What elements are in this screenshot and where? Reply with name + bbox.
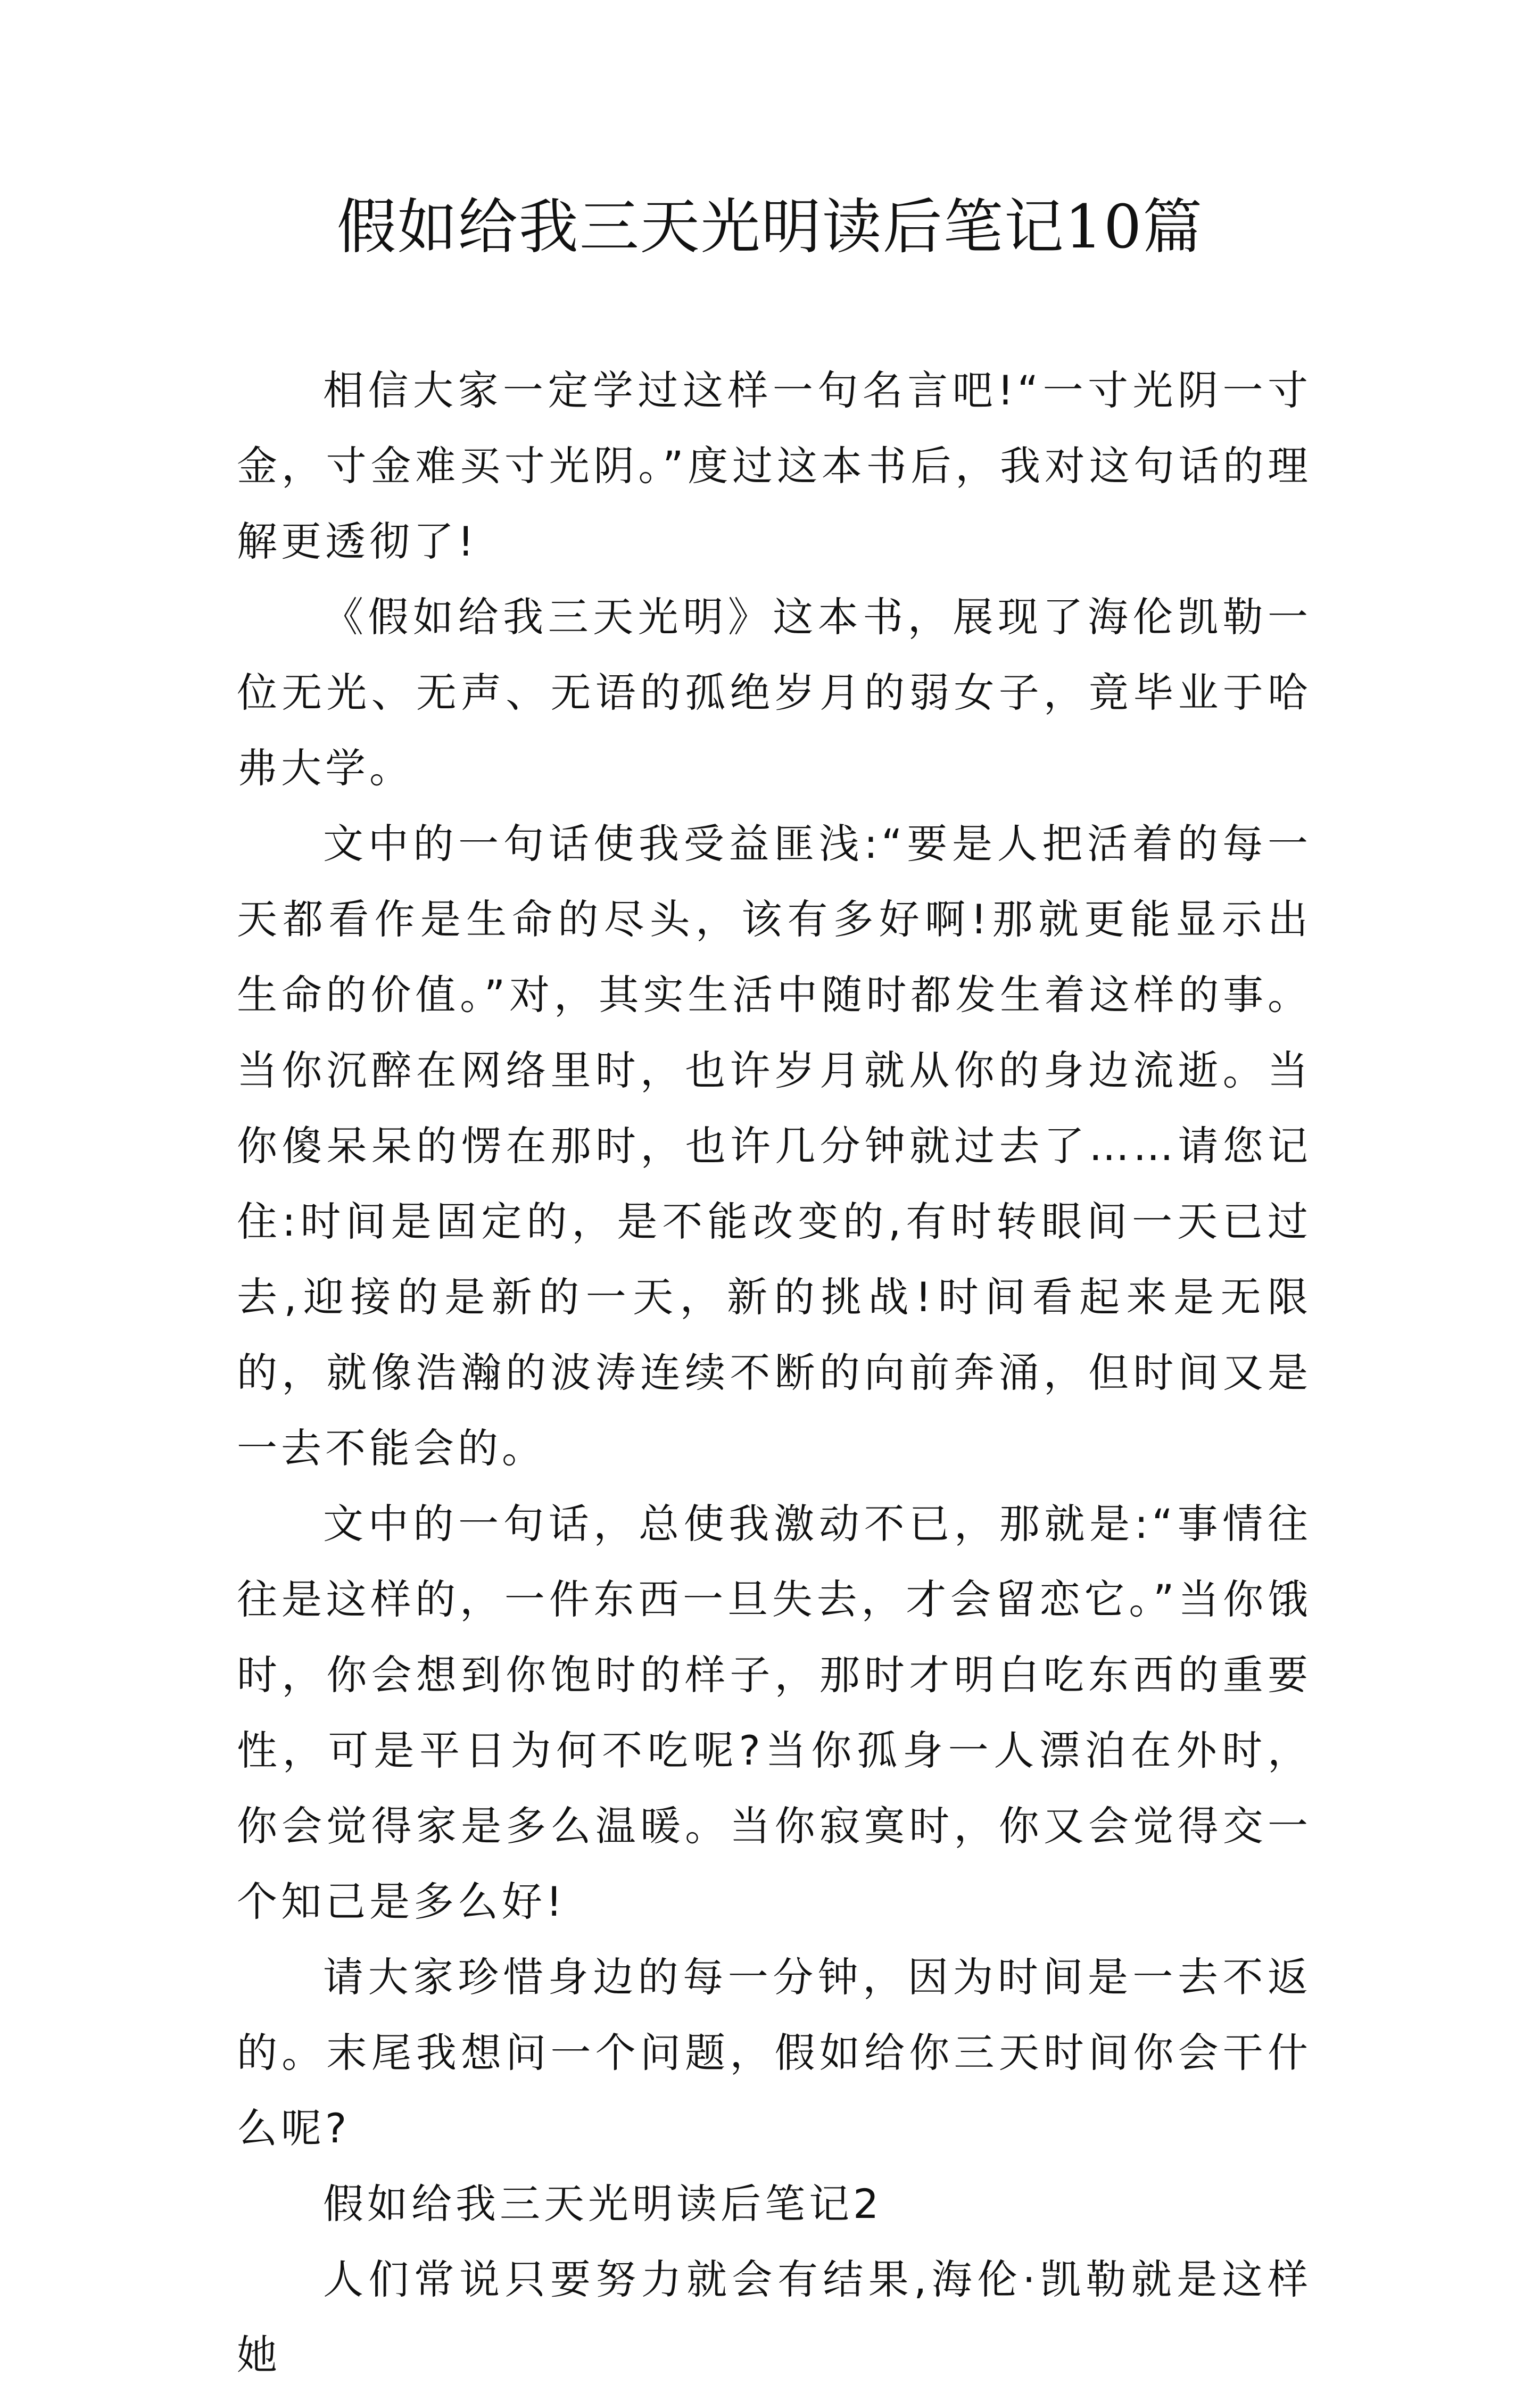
paragraph-1: 相信大家一定学过这样一句名言吧!“一寸光阴一寸金，寸金难买寸光阴。”度过这本书后，我对这句话的理解更透彻了! xyxy=(237,367,1312,565)
paragraph-3: 文中的一句话使我受益匪浅:“要是人把活着的每一天都看作是生命的尽头，该有多好啊!那就更能显示出生命的价值。”对，其实生活中随时都发生着这样的事。当你沉醉在网络里时，也许岁月就从你的身边流逝。当你傻呆呆的愣在那时，也许几分钟就过去了……请您记住:时间是固定的，是不能改变的,有时转眼间一天已过去,迎接的是新的一天，新的挑战!时间看起来是无限的，就像浩瀚的波涛连续不断的向前奔涌，但时间又是一去不能会的。 xyxy=(237,820,1312,1472)
paragraph-5: 请大家珍惜身边的每一分钟，因为时间是一去不返的。末尾我想问一个问题，假如给你三天时间你会干什么呢? xyxy=(237,1953,1312,2152)
paragraph-2: 《假如给我三天光明》这本书，展现了海伦凯勒一位无光、无声、无语的孤绝岁月的弱女子，竟毕业于哈弗大学。 xyxy=(237,593,1312,792)
paragraph-6: 人们常说只要努力就会有结果,海伦·凯勒就是这样她 xyxy=(237,2256,1312,2379)
document-body xyxy=(237,353,1312,2393)
paragraph-4: 文中的一句话，总使我激动不已，那就是:“事情往往是这样的，一件东西一旦失去，才会留恋它。”当你饿时，你会想到你饱时的样子，那时才明白吃东西的重要性，可是平日为何不吃呢?当你孤身一人漂泊在外时，你会觉得家是多么温暖。当你寂寞时，你又会觉得交一个知己是多么好! xyxy=(237,1500,1312,1925)
section-heading-2: 假如给我三天光明读后笔记2 xyxy=(323,2180,883,2228)
document-title: 假如给我三天光明读后笔记10篇 xyxy=(336,193,1204,262)
